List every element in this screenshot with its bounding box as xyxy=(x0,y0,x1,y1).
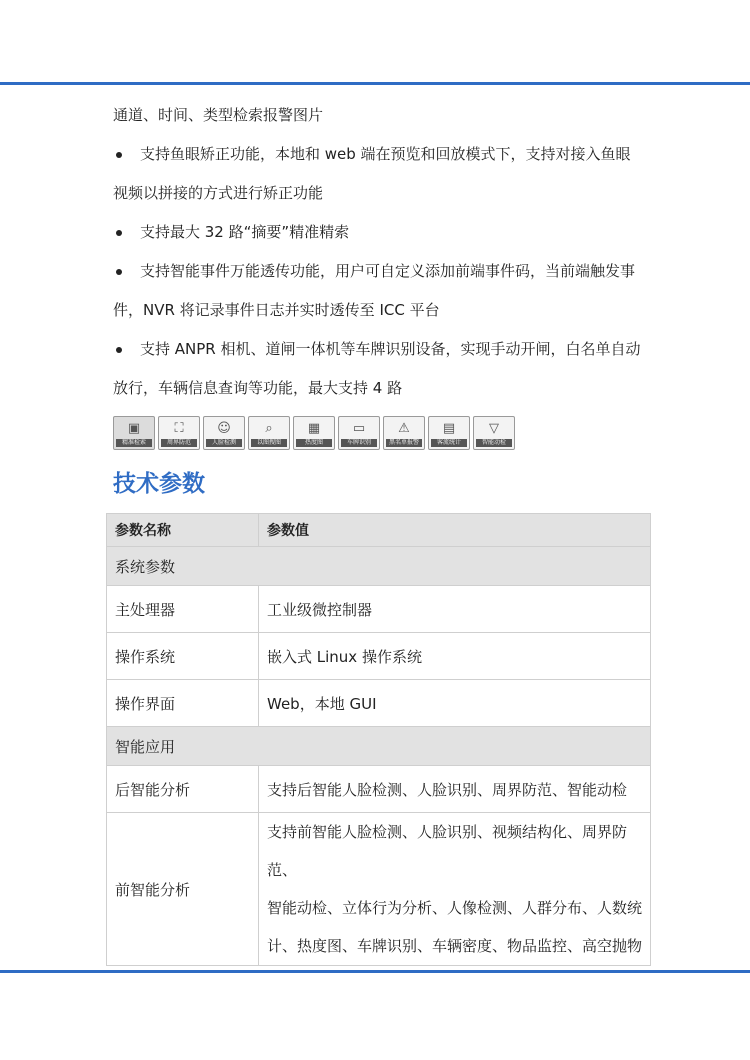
group-label: 智能应用 xyxy=(107,727,651,766)
bullet-4-line-2: 放行，车辆信息查询等功能，最大支持 4 路 xyxy=(113,379,403,397)
search-screen-icon: ▣ xyxy=(127,421,141,436)
plate-icon: ▭ xyxy=(352,421,366,436)
param-value: 嵌入式 Linux 操作系统 xyxy=(259,633,651,680)
feature-icon-strip xyxy=(113,416,515,450)
bullet-3-line-1: 支持智能事件万能透传功能，用户可自定义添加前端事件码，当前端触发事 xyxy=(113,252,643,291)
feature-image-search xyxy=(248,416,290,450)
param-value-line: 支持前智能人脸检测、人脸识别、视频结构化、周界防范、 xyxy=(267,823,628,879)
feature-label: 智能动检 xyxy=(476,439,512,447)
table-row xyxy=(107,633,651,680)
face-icon: ☺ xyxy=(217,421,231,436)
heatmap-icon: ▦ xyxy=(307,421,321,436)
footer-rule xyxy=(0,970,750,973)
feature-plate xyxy=(338,416,380,450)
feature-label: 车牌识别 xyxy=(341,439,377,447)
motion-icon: ▽ xyxy=(489,421,499,436)
section-title: 技术参数 xyxy=(113,471,205,497)
param-name: 后智能分析 xyxy=(107,766,259,813)
header-rule xyxy=(0,82,750,85)
feature-label: 客流统计 xyxy=(431,439,467,447)
header-param-value: 参数值 xyxy=(259,514,651,547)
params-table xyxy=(106,513,651,966)
table-row xyxy=(107,766,651,813)
feature-precise-search xyxy=(113,416,155,450)
table-row xyxy=(107,586,651,633)
table-row xyxy=(107,813,651,966)
param-value: 工业级微控制器 xyxy=(259,586,651,633)
param-value: Web，本地 GUI xyxy=(259,680,651,727)
feature-perimeter xyxy=(158,416,200,450)
blacklist-alarm-icon: ⚠ xyxy=(398,421,410,436)
feature-blacklist xyxy=(383,416,425,450)
param-name: 主处理器 xyxy=(107,586,259,633)
table-header-row xyxy=(107,514,651,547)
param-name: 操作系统 xyxy=(107,633,259,680)
feature-heatmap xyxy=(293,416,335,450)
feature-label: 黑名单报警 xyxy=(386,439,422,447)
bullet-2-line-1: 支持最大 32 路“摘要”精准精索 xyxy=(113,213,643,252)
bullet-1-line-1: 支持鱼眼矫正功能，本地和 web 端在预览和回放模式下，支持对接入鱼眼 xyxy=(113,135,643,174)
table-row xyxy=(107,680,651,727)
body-text xyxy=(113,96,643,408)
param-value: 支持后智能人脸检测、人脸识别、周界防范、智能动检 xyxy=(259,766,651,813)
param-name: 前智能分析 xyxy=(107,813,259,966)
feature-people-count xyxy=(428,416,470,450)
feature-face-detect xyxy=(203,416,245,450)
feature-label: 人脸检测 xyxy=(206,439,242,447)
header-param-name: 参数名称 xyxy=(107,514,259,547)
feature-label: 热度图 xyxy=(296,439,332,447)
image-search-icon: ⌕ xyxy=(265,421,273,436)
param-value-line: 计、热度图、车牌识别、车辆密度、物品监控、高空抛物 xyxy=(267,937,643,955)
group-label: 系统参数 xyxy=(107,547,651,586)
feature-label: 以图搜图 xyxy=(251,439,287,447)
table-group-row xyxy=(107,547,651,586)
param-name: 操作界面 xyxy=(107,680,259,727)
param-value-line: 智能动检、立体行为分析、人像检测、人群分布、人数统 xyxy=(267,899,643,917)
feature-label: 周界防范 xyxy=(161,439,197,447)
feature-motion xyxy=(473,416,515,450)
bullet-4-line-1: 支持 ANPR 相机、道闸一体机等车牌识别设备，实现手动开闸，白名单自动 xyxy=(113,330,643,369)
param-value-multiline xyxy=(259,813,651,966)
intro-line: 通道、时间、类型检索报警图片 xyxy=(113,106,324,124)
bullet-3-line-2: 件，NVR 将记录事件日志并实时透传至 ICC 平台 xyxy=(113,301,440,319)
table-group-row xyxy=(107,727,651,766)
feature-label: 精准检索 xyxy=(116,439,152,447)
people-count-icon: ▤ xyxy=(442,421,456,436)
bullet-1-line-2: 视频以拼接的方式进行矫正功能 xyxy=(113,184,324,202)
perimeter-icon: ⛶ xyxy=(174,421,184,436)
